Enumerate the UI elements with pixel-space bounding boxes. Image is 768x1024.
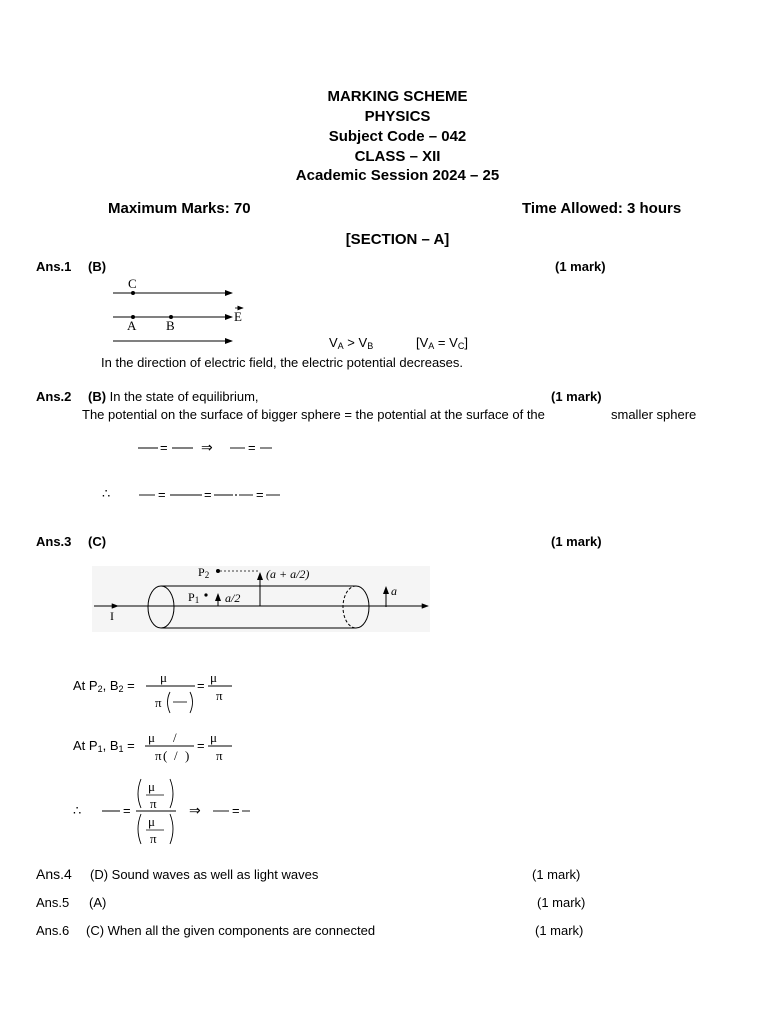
ans4-label: Ans.4 — [36, 866, 72, 882]
ans6-marks: (1 mark) — [535, 923, 584, 938]
p1-slash-denominator: / — [174, 748, 178, 763]
section-heading: [SECTION – A] — [345, 231, 450, 248]
ratio-implies: ⇒ — [189, 802, 201, 818]
p2-distance-label: (a + a/2) — [266, 567, 310, 581]
p1-close-paren: ) — [185, 748, 190, 763]
p1-eq: = — [197, 738, 205, 753]
ans2-marks: (1 mark) — [551, 389, 602, 404]
at-p2-text: At $P_2$, $B_2$ = — [73, 678, 135, 694]
point-a-label: A — [127, 318, 137, 333]
p1-pi-denominator-2: π — [216, 748, 223, 763]
ans3-option: (C) — [88, 534, 107, 549]
ans6-label: Ans.6 — [36, 923, 70, 938]
point-b-label: B — [166, 318, 175, 333]
ans2-eq3: = — [158, 487, 166, 502]
time-allowed: Time Allowed: 3 hours — [522, 200, 682, 217]
ans2-line2: The potential on the surface of bigger sphere = the potential at the surface of the — [82, 407, 545, 422]
p1-distance-label: a/2 — [225, 591, 241, 605]
ans3-marks: (1 mark) — [551, 534, 602, 549]
p1-pi-denominator: π — [155, 748, 162, 763]
ans3-label: Ans.3 — [36, 534, 72, 549]
potential-relation: $V_A > V_B$ — [329, 335, 374, 351]
p2-pi-denominator: π — [155, 695, 162, 710]
ans2-line2-end: smaller sphere — [611, 407, 697, 422]
ans1-label: Ans.1 — [36, 259, 72, 274]
title-subject: PHYSICS — [364, 108, 431, 125]
p2-eq: = — [197, 678, 205, 693]
p2-label: $P_2$ — [198, 565, 210, 580]
at-p1-text: At $P_1$, $B_1$ = — [73, 738, 135, 754]
radius-label: a — [391, 584, 397, 598]
ans1-explanation: In the direction of electric field, the electric potential decreases. — [101, 355, 464, 370]
p1-mu-numerator: μ — [148, 730, 155, 745]
ratio-mu-bottom: μ — [148, 814, 155, 829]
ratio-eq1: = — [123, 803, 131, 818]
p2-mu-numerator: μ — [160, 670, 167, 685]
ans5-marks: (1 mark) — [537, 895, 586, 910]
p1-mu-numerator-2: μ — [210, 730, 217, 745]
potential-equality: $[V_A = V_C]$ — [416, 335, 468, 351]
ans2-label: Ans.2 — [36, 389, 72, 404]
current-label: I — [110, 609, 114, 623]
title-marking-scheme: MARKING SCHEME — [327, 88, 468, 105]
title-class: CLASS – XII — [354, 148, 441, 165]
point-c-label: C — [128, 276, 137, 291]
p2-pi-denominator-2: π — [216, 688, 223, 703]
p1-label: $P_1$ — [188, 590, 200, 605]
title-session: Academic Session 2024 – 25 — [295, 167, 500, 184]
max-marks: Maximum Marks: 70 — [108, 200, 251, 217]
ans5-label: Ans.5 — [36, 895, 70, 910]
ans4-marks: (1 mark) — [532, 867, 581, 882]
e-field-label: E — [234, 309, 242, 324]
ans2-eq4: = — [204, 487, 212, 502]
title-subject-code: Subject Code – 042 — [328, 128, 467, 145]
ratio-pi-top: π — [150, 796, 157, 811]
ans6-text: (C) When all the given components are connected — [86, 923, 376, 938]
p1-slash-numerator: / — [173, 730, 177, 745]
ans2-implies: ⇒ — [201, 439, 213, 455]
ans2-eq2: = — [248, 440, 256, 455]
ans2-eq5: = — [256, 487, 264, 502]
ratio-pi-bottom: π — [150, 831, 157, 846]
ans2-statement: (B) In the state of equilibrium, — [88, 389, 259, 404]
ratio-mu-top: μ — [148, 779, 155, 794]
ans4-text: (D) Sound waves as well as light waves — [90, 867, 319, 882]
ans2-therefore: ∴ — [102, 486, 111, 501]
ratio-therefore: ∴ — [73, 803, 82, 818]
ans2-eq1: = — [160, 440, 168, 455]
p2-mu-numerator-2: μ — [210, 670, 217, 685]
ans1-option: (B) — [88, 259, 107, 274]
ratio-eq2: = — [232, 803, 240, 818]
ans1-marks: (1 mark) — [555, 259, 606, 274]
p1-open-paren: ( — [163, 748, 168, 763]
ans5-text: (A) — [89, 895, 107, 910]
